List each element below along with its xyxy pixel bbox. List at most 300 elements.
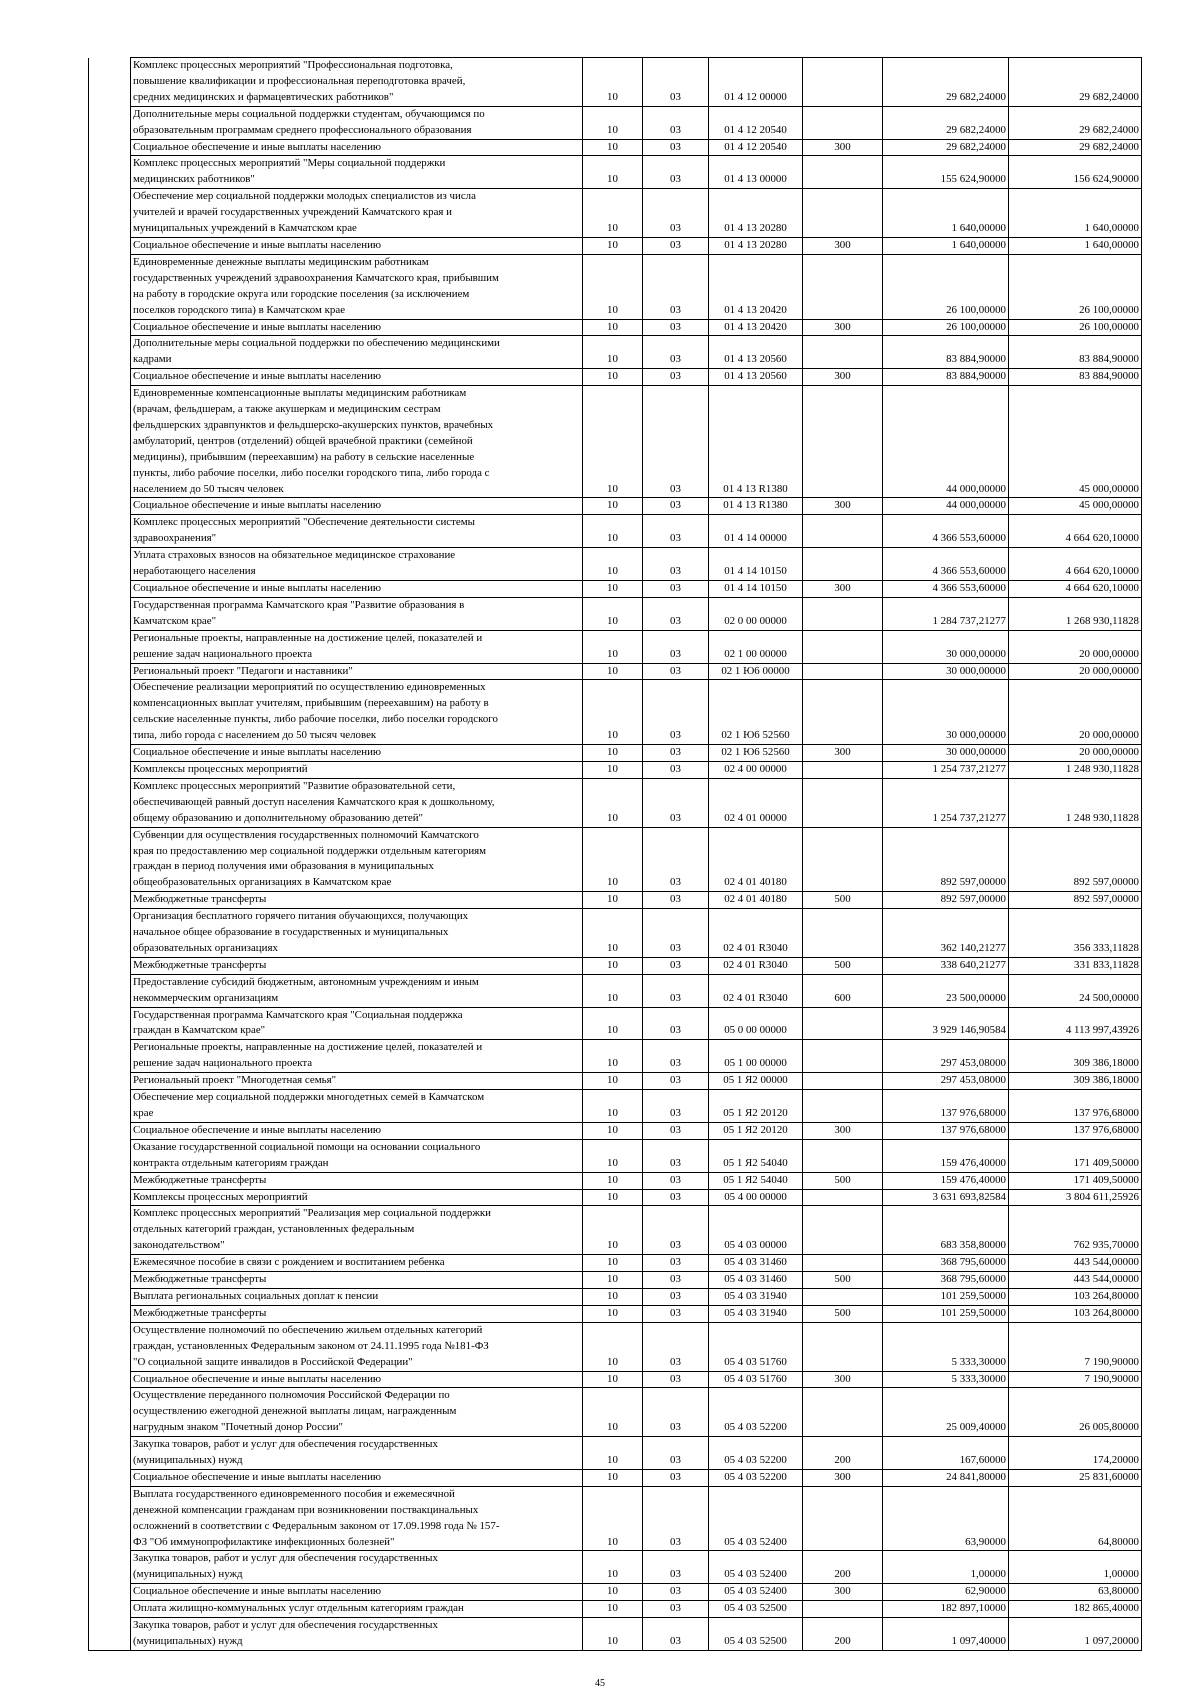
item-name-cell: Региональный проект "Многодетная семья" <box>131 1073 583 1090</box>
table-row <box>89 1189 1142 1206</box>
section-cell: 10 <box>583 1305 643 1322</box>
subsection-cell: 03 <box>643 1584 709 1601</box>
amount-year1-cell: 29 682,24000 <box>883 139 1009 156</box>
table-row <box>89 892 1142 909</box>
expense-type-cell <box>803 189 883 238</box>
amount-year1-cell: 297 453,08000 <box>883 1040 1009 1073</box>
row-margin-cell <box>89 1122 131 1139</box>
item-name-cell: Региональные проекты, направленные на достижение целей, показателей и решение задач национального проекта <box>131 630 583 663</box>
subsection-cell: 03 <box>643 745 709 762</box>
table-row <box>89 1322 1142 1371</box>
target-article-cell: 05 4 03 52500 <box>709 1618 803 1651</box>
row-margin-cell <box>89 1305 131 1322</box>
table-row <box>89 1371 1142 1388</box>
expense-type-cell: 300 <box>803 745 883 762</box>
row-margin-cell <box>89 1551 131 1584</box>
amount-year1-cell: 4 366 553,60000 <box>883 515 1009 548</box>
target-article-cell: 05 1 Я2 20120 <box>709 1090 803 1123</box>
amount-year1-cell: 1 640,00000 <box>883 237 1009 254</box>
amount-year2-cell: 63,80000 <box>1009 1584 1142 1601</box>
subsection-cell: 03 <box>643 1255 709 1272</box>
table-row <box>89 156 1142 189</box>
table-row <box>89 957 1142 974</box>
target-article-cell: 01 4 12 20540 <box>709 139 803 156</box>
amount-year2-cell: 4 664 620,10000 <box>1009 548 1142 581</box>
amount-year2-cell: 137 976,68000 <box>1009 1122 1142 1139</box>
target-article-cell: 05 4 03 52400 <box>709 1584 803 1601</box>
amount-year1-cell: 3 631 693,82584 <box>883 1189 1009 1206</box>
section-cell: 10 <box>583 1206 643 1255</box>
section-cell: 10 <box>583 680 643 745</box>
item-name-cell: Предоставление субсидий бюджетным, автономным учреждениям и иным некоммерческим организациям <box>131 974 583 1007</box>
expense-type-cell <box>803 336 883 369</box>
amount-year2-cell: 20 000,00000 <box>1009 680 1142 745</box>
item-name-cell: Уплата страховых взносов на обязательное медицинское страхование неработающего населения <box>131 548 583 581</box>
row-margin-cell <box>89 336 131 369</box>
row-margin-cell <box>89 515 131 548</box>
subsection-cell: 03 <box>643 663 709 680</box>
subsection-cell: 03 <box>643 1040 709 1073</box>
item-name-cell: Обеспечение реализации мероприятий по осуществлению единовременных компенсационных выплат учителям, прибывшим (переехавшим) на работу в сельские населенные пункты, либо рабочие поселки, либо поселки городского типа, либо города с населением до 50 тысяч человек <box>131 680 583 745</box>
section-cell: 10 <box>583 1073 643 1090</box>
subsection-cell: 03 <box>643 139 709 156</box>
expense-type-cell: 300 <box>803 498 883 515</box>
expense-type-cell: 500 <box>803 957 883 974</box>
item-name-cell: Закупка товаров, работ и услуг для обеспечения государственных (муниципальных) нужд <box>131 1437 583 1470</box>
amount-year2-cell: 356 333,11828 <box>1009 909 1142 958</box>
amount-year1-cell: 23 500,00000 <box>883 974 1009 1007</box>
amount-year1-cell: 26 100,00000 <box>883 319 1009 336</box>
item-name-cell: Социальное обеспечение и иные выплаты населению <box>131 498 583 515</box>
target-article-cell: 05 4 03 51760 <box>709 1371 803 1388</box>
table-row <box>89 106 1142 139</box>
section-cell: 10 <box>583 1601 643 1618</box>
section-cell: 10 <box>583 892 643 909</box>
item-name-cell: Единовременные денежные выплаты медицинским работникам государственных учреждений здравоохранения Камчатского края, прибывшим на работу в городские округа или городские поселения (за исключением поселков городского типа) в Камчатском крае <box>131 254 583 319</box>
expense-type-cell <box>803 1040 883 1073</box>
item-name-cell: Межбюджетные трансферты <box>131 1172 583 1189</box>
amount-year1-cell: 182 897,10000 <box>883 1601 1009 1618</box>
subsection-cell: 03 <box>643 974 709 1007</box>
item-name-cell: Социальное обеспечение и иные выплаты населению <box>131 1122 583 1139</box>
target-article-cell: 01 4 13 00000 <box>709 156 803 189</box>
expense-type-cell: 300 <box>803 139 883 156</box>
amount-year1-cell: 1 254 737,21277 <box>883 761 1009 778</box>
item-name-cell: Осуществление полномочий по обеспечению жильем отдельных категорий граждан, установленных Федеральным законом от 24.11.1995 года №181-ФЗ "О социальной защите инвалидов в Российской Федерации" <box>131 1322 583 1371</box>
table-row <box>89 597 1142 630</box>
table-row <box>89 1551 1142 1584</box>
section-cell: 10 <box>583 498 643 515</box>
amount-year1-cell: 63,90000 <box>883 1486 1009 1551</box>
target-article-cell: 05 1 00 00000 <box>709 1040 803 1073</box>
expense-type-cell <box>803 761 883 778</box>
subsection-cell: 03 <box>643 1486 709 1551</box>
target-article-cell: 05 4 03 52200 <box>709 1388 803 1437</box>
expense-type-cell <box>803 1007 883 1040</box>
amount-year1-cell: 30 000,00000 <box>883 663 1009 680</box>
amount-year1-cell: 1 097,40000 <box>883 1618 1009 1651</box>
amount-year1-cell: 83 884,90000 <box>883 369 1009 386</box>
section-cell: 10 <box>583 630 643 663</box>
amount-year1-cell: 24 841,80000 <box>883 1469 1009 1486</box>
target-article-cell: 05 4 03 52200 <box>709 1437 803 1470</box>
target-article-cell: 02 4 01 R3040 <box>709 974 803 1007</box>
section-cell: 10 <box>583 1618 643 1651</box>
expense-type-cell <box>803 548 883 581</box>
item-name-cell: Осуществление переданного полномочия Российской Федерации по осуществлению ежегодной денежной выплаты лицам, награжденным нагрудным знаком "Почетный донор России" <box>131 1388 583 1437</box>
table-row <box>89 515 1142 548</box>
expense-type-cell <box>803 827 883 892</box>
amount-year1-cell: 683 358,80000 <box>883 1206 1009 1255</box>
target-article-cell: 01 4 12 00000 <box>709 58 803 107</box>
row-margin-cell <box>89 189 131 238</box>
target-article-cell: 01 4 13 R1380 <box>709 498 803 515</box>
amount-year2-cell: 83 884,90000 <box>1009 336 1142 369</box>
section-cell: 10 <box>583 1486 643 1551</box>
amount-year2-cell: 7 190,90000 <box>1009 1322 1142 1371</box>
item-name-cell: Межбюджетные трансферты <box>131 957 583 974</box>
subsection-cell: 03 <box>643 761 709 778</box>
section-cell: 10 <box>583 1551 643 1584</box>
subsection-cell: 03 <box>643 1371 709 1388</box>
item-name-cell: Комплекс процессных мероприятий "Профессиональная подготовка, повышение квалификации и профессиональная переподготовка врачей, средних медицинских и фармацевтических работников" <box>131 58 583 107</box>
amount-year2-cell: 29 682,24000 <box>1009 139 1142 156</box>
expense-type-cell <box>803 1206 883 1255</box>
expense-type-cell: 500 <box>803 1172 883 1189</box>
table-row <box>89 237 1142 254</box>
amount-year2-cell: 20 000,00000 <box>1009 663 1142 680</box>
amount-year1-cell: 297 453,08000 <box>883 1073 1009 1090</box>
target-article-cell: 01 4 13 20280 <box>709 189 803 238</box>
subsection-cell: 03 <box>643 1322 709 1371</box>
target-article-cell: 05 4 03 52200 <box>709 1469 803 1486</box>
expense-type-cell <box>803 1388 883 1437</box>
section-cell: 10 <box>583 1139 643 1172</box>
target-article-cell: 02 1 00 00000 <box>709 630 803 663</box>
subsection-cell: 03 <box>643 1122 709 1139</box>
table-row <box>89 1437 1142 1470</box>
table-row <box>89 1122 1142 1139</box>
amount-year1-cell: 30 000,00000 <box>883 745 1009 762</box>
target-article-cell: 05 4 03 51760 <box>709 1322 803 1371</box>
item-name-cell: Комплекс процессных мероприятий "Развитие образовательной сети, обеспечивающей равный доступ населения Камчатского края к дошкольному, общему образованию и дополнительному образованию детей" <box>131 778 583 827</box>
amount-year1-cell: 137 976,68000 <box>883 1122 1009 1139</box>
amount-year2-cell: 309 386,18000 <box>1009 1040 1142 1073</box>
item-name-cell: Региональные проекты, направленные на достижение целей, показателей и решение задач национального проекта <box>131 1040 583 1073</box>
amount-year2-cell: 1 248 930,11828 <box>1009 761 1142 778</box>
section-cell: 10 <box>583 156 643 189</box>
amount-year2-cell: 892 597,00000 <box>1009 892 1142 909</box>
amount-year1-cell: 26 100,00000 <box>883 254 1009 319</box>
subsection-cell: 03 <box>643 1288 709 1305</box>
subsection-cell: 03 <box>643 1469 709 1486</box>
section-cell: 10 <box>583 1272 643 1289</box>
item-name-cell: Комплекс процессных мероприятий "Реализация мер социальной поддержки отдельных категорий граждан, установленных федеральным законодательством" <box>131 1206 583 1255</box>
item-name-cell: Межбюджетные трансферты <box>131 1272 583 1289</box>
table-row <box>89 1090 1142 1123</box>
amount-year2-cell: 171 409,50000 <box>1009 1139 1142 1172</box>
row-margin-cell <box>89 1437 131 1470</box>
target-article-cell: 01 4 14 00000 <box>709 515 803 548</box>
row-margin-cell <box>89 597 131 630</box>
amount-year1-cell: 44 000,00000 <box>883 386 1009 498</box>
table-row <box>89 745 1142 762</box>
row-margin-cell <box>89 1388 131 1437</box>
amount-year2-cell: 443 544,00000 <box>1009 1255 1142 1272</box>
amount-year1-cell: 368 795,60000 <box>883 1255 1009 1272</box>
target-article-cell: 01 4 13 20420 <box>709 319 803 336</box>
amount-year2-cell: 1,00000 <box>1009 1551 1142 1584</box>
subsection-cell: 03 <box>643 58 709 107</box>
amount-year2-cell: 26 100,00000 <box>1009 254 1142 319</box>
expense-type-cell: 300 <box>803 1469 883 1486</box>
row-margin-cell <box>89 974 131 1007</box>
section-cell: 10 <box>583 1469 643 1486</box>
row-margin-cell <box>89 761 131 778</box>
item-name-cell: Комплекс процессных мероприятий "Обеспечение деятельности системы здравоохранения" <box>131 515 583 548</box>
table-row <box>89 1469 1142 1486</box>
section-cell: 10 <box>583 1288 643 1305</box>
row-margin-cell <box>89 548 131 581</box>
row-margin-cell <box>89 892 131 909</box>
table-row <box>89 254 1142 319</box>
amount-year2-cell: 1 248 930,11828 <box>1009 778 1142 827</box>
row-margin-cell <box>89 386 131 498</box>
expense-type-cell <box>803 1139 883 1172</box>
item-name-cell: Государственная программа Камчатского края "Социальная поддержка граждан в Камчатском крае" <box>131 1007 583 1040</box>
amount-year2-cell: 1 097,20000 <box>1009 1618 1142 1651</box>
subsection-cell: 03 <box>643 1073 709 1090</box>
table-row <box>89 778 1142 827</box>
table-row <box>89 336 1142 369</box>
expense-type-cell <box>803 778 883 827</box>
table-row <box>89 189 1142 238</box>
row-margin-cell <box>89 827 131 892</box>
table-row <box>89 1388 1142 1437</box>
amount-year1-cell: 30 000,00000 <box>883 630 1009 663</box>
table-row <box>89 1255 1142 1272</box>
row-margin-cell <box>89 1139 131 1172</box>
table-row <box>89 909 1142 958</box>
target-article-cell: 05 4 03 31460 <box>709 1272 803 1289</box>
amount-year1-cell: 159 476,40000 <box>883 1172 1009 1189</box>
table-row <box>89 386 1142 498</box>
row-margin-cell <box>89 1601 131 1618</box>
target-article-cell: 01 4 14 10150 <box>709 581 803 598</box>
row-margin-cell <box>89 1040 131 1073</box>
target-article-cell: 05 4 00 00000 <box>709 1189 803 1206</box>
row-margin-cell <box>89 1007 131 1040</box>
subsection-cell: 03 <box>643 1090 709 1123</box>
target-article-cell: 02 4 01 40180 <box>709 892 803 909</box>
target-article-cell: 01 4 13 R1380 <box>709 386 803 498</box>
target-article-cell: 05 0 00 00000 <box>709 1007 803 1040</box>
item-name-cell: Социальное обеспечение и иные выплаты населению <box>131 1371 583 1388</box>
expense-type-cell <box>803 1601 883 1618</box>
table-row <box>89 581 1142 598</box>
section-cell: 10 <box>583 1255 643 1272</box>
subsection-cell: 03 <box>643 827 709 892</box>
row-margin-cell <box>89 319 131 336</box>
amount-year1-cell: 1 640,00000 <box>883 189 1009 238</box>
target-article-cell: 05 4 03 31940 <box>709 1305 803 1322</box>
subsection-cell: 03 <box>643 892 709 909</box>
section-cell: 10 <box>583 957 643 974</box>
table-row <box>89 680 1142 745</box>
item-name-cell: Ежемесячное пособие в связи с рождением и воспитанием ребенка <box>131 1255 583 1272</box>
subsection-cell: 03 <box>643 254 709 319</box>
subsection-cell: 03 <box>643 1437 709 1470</box>
section-cell: 10 <box>583 1371 643 1388</box>
item-name-cell: Комплексы процессных мероприятий <box>131 1189 583 1206</box>
subsection-cell: 03 <box>643 680 709 745</box>
amount-year2-cell: 331 833,11828 <box>1009 957 1142 974</box>
table-row <box>89 319 1142 336</box>
subsection-cell: 03 <box>643 369 709 386</box>
target-article-cell: 02 4 01 R3040 <box>709 957 803 974</box>
section-cell: 10 <box>583 745 643 762</box>
subsection-cell: 03 <box>643 1601 709 1618</box>
amount-year1-cell: 362 140,21277 <box>883 909 1009 958</box>
row-margin-cell <box>89 1206 131 1255</box>
row-margin-cell <box>89 1486 131 1551</box>
section-cell: 10 <box>583 515 643 548</box>
amount-year2-cell: 45 000,00000 <box>1009 498 1142 515</box>
section-cell: 10 <box>583 1172 643 1189</box>
amount-year1-cell: 892 597,00000 <box>883 892 1009 909</box>
amount-year2-cell: 3 804 611,25926 <box>1009 1189 1142 1206</box>
table-row <box>89 1601 1142 1618</box>
target-article-cell: 05 4 03 31460 <box>709 1255 803 1272</box>
item-name-cell: Государственная программа Камчатского края "Развитие образования в Камчатском крае" <box>131 597 583 630</box>
row-margin-cell <box>89 909 131 958</box>
expense-type-cell <box>803 515 883 548</box>
amount-year1-cell: 44 000,00000 <box>883 498 1009 515</box>
page-number: 45 <box>595 1678 605 1689</box>
amount-year1-cell: 137 976,68000 <box>883 1090 1009 1123</box>
amount-year1-cell: 101 259,50000 <box>883 1305 1009 1322</box>
target-article-cell: 02 1 Ю6 52560 <box>709 745 803 762</box>
table-row <box>89 630 1142 663</box>
item-name-cell: Дополнительные меры социальной поддержки по обеспечению медицинскими кадрами <box>131 336 583 369</box>
amount-year1-cell: 30 000,00000 <box>883 680 1009 745</box>
subsection-cell: 03 <box>643 1139 709 1172</box>
table-row <box>89 369 1142 386</box>
expense-type-cell <box>803 254 883 319</box>
expense-type-cell <box>803 58 883 107</box>
target-article-cell: 01 4 13 20560 <box>709 336 803 369</box>
expense-type-cell: 300 <box>803 1122 883 1139</box>
section-cell: 10 <box>583 237 643 254</box>
section-cell: 10 <box>583 1437 643 1470</box>
expense-type-cell <box>803 663 883 680</box>
amount-year1-cell: 101 259,50000 <box>883 1288 1009 1305</box>
table-row <box>89 1172 1142 1189</box>
subsection-cell: 03 <box>643 1551 709 1584</box>
row-margin-cell <box>89 1073 131 1090</box>
amount-year1-cell: 155 624,90000 <box>883 156 1009 189</box>
table-row <box>89 761 1142 778</box>
target-article-cell: 02 4 01 00000 <box>709 778 803 827</box>
table-row <box>89 58 1142 107</box>
row-margin-cell <box>89 1322 131 1371</box>
item-name-cell: Дополнительные меры социальной поддержки студентам, обучающимся по образовательным программам среднего профессионального образования <box>131 106 583 139</box>
row-margin-cell <box>89 237 131 254</box>
row-margin-cell <box>89 957 131 974</box>
amount-year1-cell: 368 795,60000 <box>883 1272 1009 1289</box>
section-cell: 10 <box>583 597 643 630</box>
item-name-cell: Комплексы процессных мероприятий <box>131 761 583 778</box>
amount-year2-cell: 762 935,70000 <box>1009 1206 1142 1255</box>
table-row <box>89 1272 1142 1289</box>
section-cell: 10 <box>583 1189 643 1206</box>
amount-year2-cell: 29 682,24000 <box>1009 58 1142 107</box>
section-cell: 10 <box>583 1584 643 1601</box>
target-article-cell: 01 4 14 10150 <box>709 548 803 581</box>
table-row <box>89 663 1142 680</box>
subsection-cell: 03 <box>643 548 709 581</box>
expense-type-cell: 500 <box>803 1305 883 1322</box>
section-cell: 10 <box>583 1090 643 1123</box>
amount-year2-cell: 20 000,00000 <box>1009 745 1142 762</box>
item-name-cell: Региональный проект "Педагоги и наставники" <box>131 663 583 680</box>
item-name-cell: Социальное обеспечение и иные выплаты населению <box>131 319 583 336</box>
row-margin-cell <box>89 1090 131 1123</box>
amount-year2-cell: 4 664 620,10000 <box>1009 515 1142 548</box>
amount-year1-cell: 4 366 553,60000 <box>883 548 1009 581</box>
section-cell: 10 <box>583 386 643 498</box>
expense-type-cell <box>803 1486 883 1551</box>
item-name-cell: Социальное обеспечение и иные выплаты населению <box>131 581 583 598</box>
expense-type-cell: 200 <box>803 1618 883 1651</box>
item-name-cell: Межбюджетные трансферты <box>131 1305 583 1322</box>
item-name-cell: Обеспечение мер социальной поддержки молодых специалистов из числа учителей и врачей государственных учреждений Камчатского края и муниципальных учреждений в Камчатском крае <box>131 189 583 238</box>
row-margin-cell <box>89 1584 131 1601</box>
target-article-cell: 02 4 01 40180 <box>709 827 803 892</box>
target-article-cell: 05 4 03 52400 <box>709 1551 803 1584</box>
subsection-cell: 03 <box>643 237 709 254</box>
amount-year2-cell: 174,20000 <box>1009 1437 1142 1470</box>
target-article-cell: 05 4 03 52400 <box>709 1486 803 1551</box>
table-row <box>89 1486 1142 1551</box>
amount-year1-cell: 892 597,00000 <box>883 827 1009 892</box>
row-margin-cell <box>89 778 131 827</box>
amount-year1-cell: 1,00000 <box>883 1551 1009 1584</box>
expense-type-cell: 300 <box>803 1584 883 1601</box>
expense-type-cell <box>803 680 883 745</box>
row-margin-cell <box>89 745 131 762</box>
budget-table <box>88 57 1142 1651</box>
amount-year2-cell: 309 386,18000 <box>1009 1073 1142 1090</box>
row-margin-cell <box>89 663 131 680</box>
table-row <box>89 827 1142 892</box>
amount-year1-cell: 159 476,40000 <box>883 1139 1009 1172</box>
expense-type-cell <box>803 106 883 139</box>
subsection-cell: 03 <box>643 909 709 958</box>
expense-type-cell: 200 <box>803 1551 883 1584</box>
amount-year2-cell: 29 682,24000 <box>1009 106 1142 139</box>
target-article-cell: 02 0 00 00000 <box>709 597 803 630</box>
row-margin-cell <box>89 1371 131 1388</box>
amount-year2-cell: 20 000,00000 <box>1009 630 1142 663</box>
amount-year2-cell: 26 005,80000 <box>1009 1388 1142 1437</box>
amount-year2-cell: 1 268 930,11828 <box>1009 597 1142 630</box>
amount-year1-cell: 83 884,90000 <box>883 336 1009 369</box>
section-cell: 10 <box>583 778 643 827</box>
expense-type-cell <box>803 1189 883 1206</box>
row-margin-cell <box>89 106 131 139</box>
amount-year2-cell: 83 884,90000 <box>1009 369 1142 386</box>
